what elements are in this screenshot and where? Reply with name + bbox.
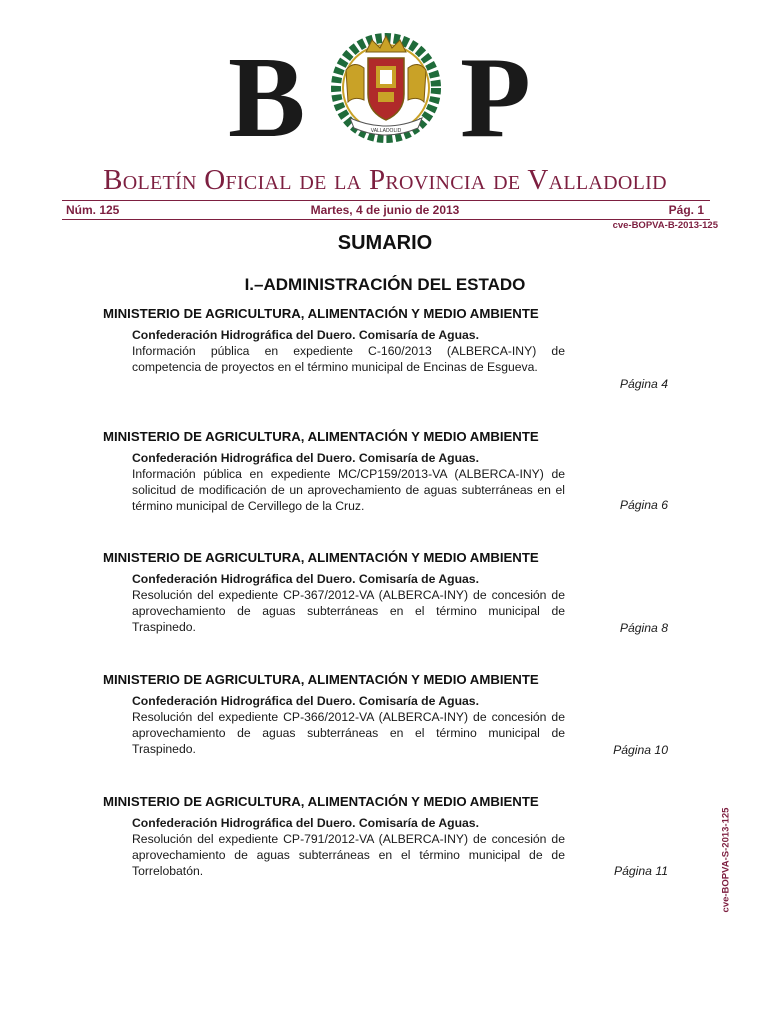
publication-title: Boletín Oficial de la Provincia de Valladolid	[103, 164, 667, 196]
summary-title: SUMARIO	[337, 232, 433, 254]
agency-name: Confederación Hidrográfica del Duero. Comisaría de Aguas.	[132, 816, 479, 830]
page-reference-link[interactable]: Página 6	[619, 498, 668, 512]
page-reference-link[interactable]: Página 10	[613, 743, 668, 757]
ministry-heading: MINISTERIO DE AGRICULTURA, ALIMENTACIÓN Y MEDIO AMBIENTE	[103, 672, 539, 687]
entry-description: Resolución del expediente CP-791/2012-VA (ALBERCA-INY) de concesión de aprovechamiento de aguas subterráneas en el término municipal de de Torrelobatón.	[132, 832, 565, 878]
coat-of-arms-icon	[328, 30, 444, 150]
cve-code: cve-BOPVA-B-2013-125	[612, 220, 718, 231]
page-number: Pág. 1	[668, 203, 704, 217]
entry-description: Resolución del expediente CP-367/2012-VA (ALBERCA-INY) de concesión de aprovechamiento de aguas subterráneas en el término municipal de Traspinedo.	[132, 588, 565, 634]
section-title: I.–ADMINISTRACIÓN DEL ESTADO	[244, 275, 526, 294]
issue-date: Martes, 4 de junio de 2013	[310, 203, 460, 217]
agency-name: Confederación Hidrográfica del Duero. Comisaría de Aguas.	[132, 572, 479, 586]
ministry-heading: MINISTERIO DE AGRICULTURA, ALIMENTACIÓN Y MEDIO AMBIENTE	[103, 306, 539, 321]
agency-name: Confederación Hidrográfica del Duero. Comisaría de Aguas.	[132, 328, 479, 342]
page-reference-link[interactable]: Página 11	[614, 864, 668, 878]
entry-description: Información pública en expediente C-160/2013 (ALBERCA-INY) de competencia de proyectos en el término municipal de Encinas de Esgueva.	[132, 344, 565, 374]
seal-text: VALLADOLID	[370, 128, 402, 134]
side-cve-code	[719, 800, 733, 920]
ministry-heading: MINISTERIO DE AGRICULTURA, ALIMENTACIÓN Y MEDIO AMBIENTE	[103, 429, 539, 444]
logo-letter-p: P	[460, 34, 531, 162]
masthead	[0, 30, 770, 160]
side-cve-text: cve-BOPVA-S-2013-125	[720, 807, 732, 913]
ministry-heading: MINISTERIO DE AGRICULTURA, ALIMENTACIÓN Y MEDIO AMBIENTE	[103, 550, 539, 565]
agency-name: Confederación Hidrográfica del Duero. Comisaría de Aguas.	[132, 451, 479, 465]
page-reference-link[interactable]: Página 4	[619, 377, 668, 391]
ministry-heading: MINISTERIO DE AGRICULTURA, ALIMENTACIÓN Y MEDIO AMBIENTE	[103, 794, 539, 809]
agency-name: Confederación Hidrográfica del Duero. Comisaría de Aguas.	[132, 694, 479, 708]
header-rule-top	[62, 200, 710, 201]
entry-description: Información pública en expediente MC/CP159/2013-VA (ALBERCA-INY) de solicitud de modificación de un aprovechamiento de aguas subterráneas en el término municipal de Cervillego de la Cruz.	[132, 467, 565, 513]
entry-description: Resolución del expediente CP-366/2012-VA (ALBERCA-INY) de concesión de aprovechamiento de aguas subterráneas en el término municipal de Traspinedo.	[132, 710, 565, 756]
issue-number: Núm. 125	[66, 203, 120, 217]
page-reference-link[interactable]: Página 8	[619, 621, 668, 635]
logo-letter-b: B	[228, 34, 306, 162]
